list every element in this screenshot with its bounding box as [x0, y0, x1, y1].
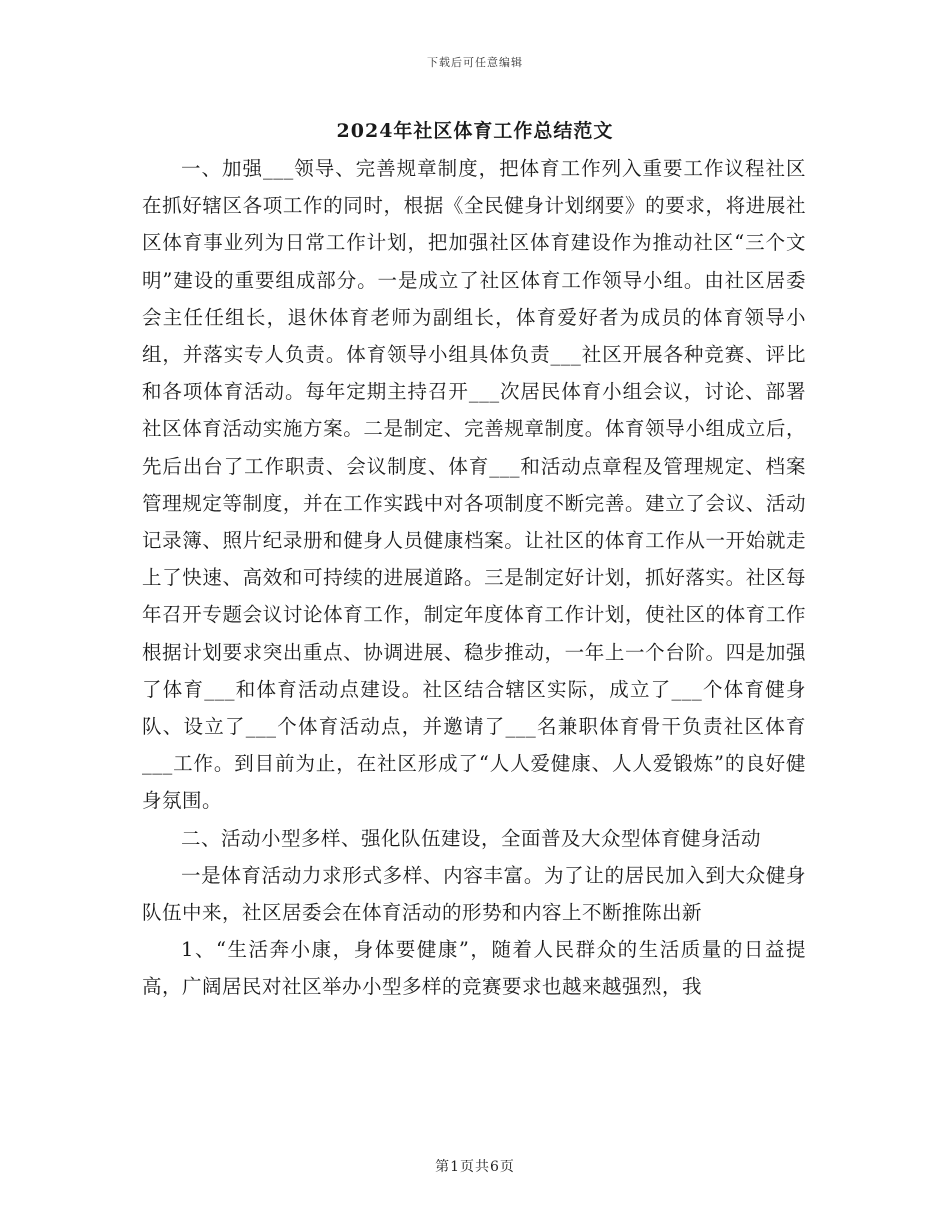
paragraph-2: 二、活动小型多样、强化队伍建设，全面普及大众型体育健身活动 — [181, 826, 762, 850]
document-body — [142, 150, 806, 1006]
page-number: 第1页共6页 — [435, 1159, 515, 1175]
document-title: 2024年社区体育工作总结范文 — [336, 120, 614, 142]
header-note: 下载后可任意编辑 — [427, 56, 523, 69]
paragraph-1: 一、加强___领导、完善规章制度，把体育工作列入重要工作议程社区在抓好辖区各项工作的同时，根据《全民健身计划纲要》的要求，将进展社区体育事业列为日常工作计划，把加强社区体育建设作为推动社区“三个文明”建设的重要组成部分。一是成立了社区体育工作领导小组。由社区居委会主任任组长，退休体育老师为副组长，体育爱好者为成员的体育领导小组，并落实专人负责。体育领导小组具体负责___社区开展各种竞赛、评比和各项体育活动。每年定期主持召开___次居民体育小组会议，讨论、部署社区体育活动实施方案。二是制定、完善规章制度。体育领导小组成立后，先后出台了工作职责、会议制度、体育___和活动点章程及管理规定、档案管理规定等制度，并在工作实践中对各项制度不断完善。建立了会议、活动记录簿、照片纪录册和健身人员健康档案。让社区的体育工作从一开始就走上了快速、高效和可持续的进展道路。三是制定好计划，抓好落实。社区每年召开专题会议讨论体育工作，制定年度体育工作计划，使社区的体育工作根据计划要求突出重点、协调进展、稳步推动，一年上一个台阶。四是加强了体育___和体育活动点建设。社区结合辖区实际，成立了___个体育健身队、设立了___个体育活动点，并邀请了___名兼职体育骨干负责社区体育___工作。到目前为止，在社区形成了“人人爱健康、人人爱锻炼”的良好健身氛围。 — [142, 157, 806, 813]
paragraph-3: 一是体育活动力求形式多样、内容丰富。为了让的居民加入到大众健身队伍中来，社区居委会在体育活动的形势和内容上不断推陈出新 — [142, 863, 806, 925]
paragraph-4: 1、“生活奔小康，身体要健康”，随着人民群众的生活质量的日益提高，广阔居民对社区举办小型多样的竞赛要求也越来越强烈，我 — [142, 938, 806, 999]
